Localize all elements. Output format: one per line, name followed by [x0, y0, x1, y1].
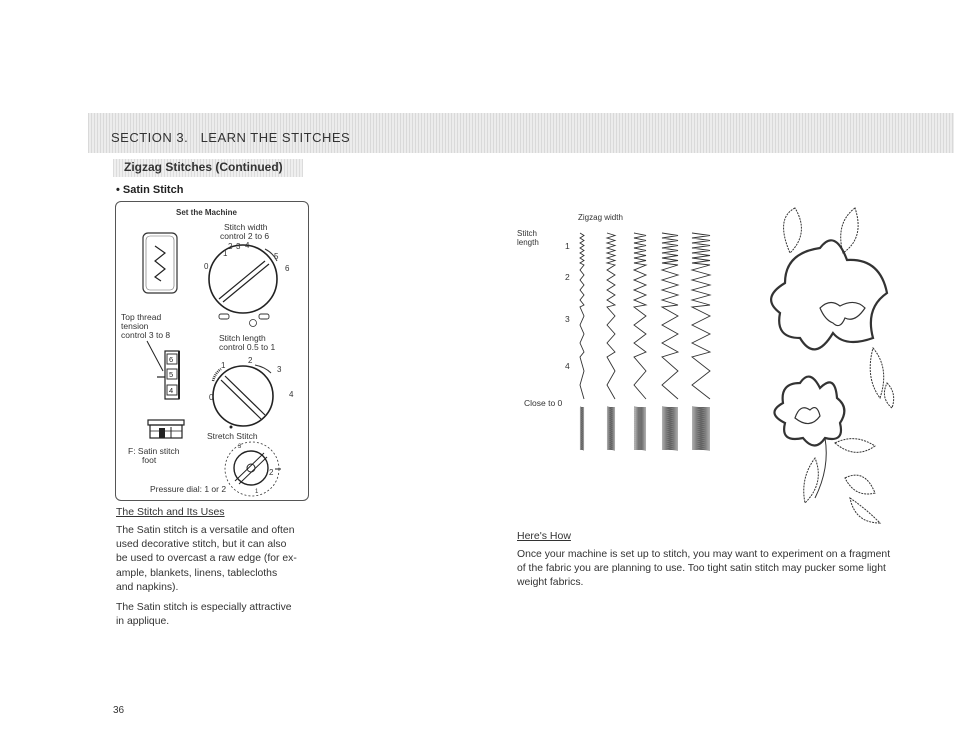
pressure-dial-number: 1: [255, 489, 259, 495]
row-label: 3: [565, 314, 570, 324]
zigzag-stitch-sample: [662, 233, 678, 399]
bullet-heading: • Satin Stitch: [116, 184, 184, 196]
uses-line: in applique.: [116, 616, 170, 628]
width-dial-number: 1: [223, 249, 228, 258]
flower-applique-illustration: [755, 198, 895, 528]
length-dial-number: 3: [277, 365, 282, 374]
zigzag-stitch-sample: [692, 233, 710, 399]
length-dial-number: 1: [221, 361, 226, 370]
pressure-dial-number: 3: [238, 444, 242, 450]
pressure-dial-number: 2: [269, 468, 274, 477]
stitch-width-control: control 2 to 6: [220, 231, 270, 241]
length-dial-number: 4: [289, 390, 294, 399]
uses-line: The Satin stitch is a versatile and often: [116, 525, 295, 536]
presser-foot-icon: [148, 420, 184, 438]
stitch-length-axis-label-2: length: [517, 238, 539, 247]
machine-illustration: [115, 201, 309, 501]
top-thread-label: Top thread: [121, 312, 162, 322]
stitch-width-label: Stitch width: [224, 222, 268, 232]
stitch-samples: [570, 225, 720, 455]
zigzag-stitch-sample: [607, 233, 615, 399]
tension-label: tension: [121, 321, 149, 331]
subtitle: Zigzag Stitches (Continued): [124, 160, 283, 174]
panel-heading: Set the Machine: [176, 208, 237, 217]
width-dial-number: 2: [228, 242, 233, 251]
uses-line: be used to overcast a raw edge (for ex-: [116, 553, 297, 565]
tension-control: [147, 341, 179, 399]
tension-number: 5: [169, 370, 174, 379]
how-line: of the fabric you are planning to use. Too tight satin stitch may pucker some light: [517, 563, 886, 575]
zigzag-stitch-sample: [580, 233, 584, 399]
stitch-length-control: control 0.5 to 1: [219, 342, 276, 352]
page-number: 36: [113, 705, 125, 716]
satin-stitch-sample: [607, 407, 615, 450]
pressure-dial: [225, 442, 281, 496]
how-line: weight fabrics.: [517, 577, 584, 589]
width-dial-number: 3: [236, 242, 241, 251]
how-heading: Here's How: [517, 530, 571, 542]
foot-label-2: foot: [142, 455, 157, 465]
stretch-stitch-label: Stretch Stitch: [207, 431, 258, 441]
uses-paragraph-2: [116, 601, 326, 629]
foot-label: F: Satin stitch: [128, 446, 180, 456]
uses-line: The Satin stitch is especially attractive: [116, 602, 292, 613]
width-dial-number: 0: [204, 262, 209, 271]
uses-heading: The Stitch and Its Uses: [116, 506, 225, 518]
row-label: 2: [565, 272, 570, 282]
uses-line: used decorative stitch, but it can also: [116, 539, 287, 551]
satin-stitch-sample: [634, 407, 646, 450]
satin-stitch-sample: [662, 407, 678, 450]
how-paragraph: [517, 548, 937, 591]
uses-paragraph-1: [116, 524, 326, 595]
zigzag-width-label: Zigzag width: [578, 213, 623, 222]
stitch-length-dial: [209, 356, 294, 429]
satin-stitch-sample: [692, 407, 710, 450]
tension-number: 6: [169, 355, 174, 364]
stitch-length-axis-label: Stitch: [517, 229, 538, 238]
length-dial-number: 2: [248, 356, 253, 365]
stitch-length-label: Stitch length: [219, 333, 266, 343]
uses-line: and napkins).: [116, 581, 179, 593]
satin-stitch-sample: [580, 407, 584, 450]
row-label: Close to 0: [524, 398, 563, 408]
tension-control-label: control 3 to 8: [121, 330, 171, 340]
length-dial-number: 0: [209, 393, 214, 402]
how-line: Once your machine is set up to stitch, you may want to experiment on a fragment: [517, 549, 891, 560]
width-dial-number: 4: [245, 241, 250, 250]
stitch-width-dial: [204, 241, 290, 327]
stitch-pattern-window: [143, 233, 177, 293]
width-dial-number: 5: [274, 252, 279, 261]
row-label: 1: [565, 241, 570, 251]
section-title: SECTION 3. LEARN THE STITCHES: [111, 130, 351, 145]
zigzag-stitch-sample: [634, 233, 646, 399]
uses-line: ample, blankets, linens, tablecloths: [116, 567, 278, 579]
pressure-dial-label: Pressure dial: 1 or 2: [150, 484, 227, 494]
row-label: 4: [565, 361, 570, 371]
width-dial-number: 6: [285, 264, 290, 273]
tension-number: 4: [169, 386, 174, 395]
bullet-text: Satin Stitch: [122, 184, 184, 196]
